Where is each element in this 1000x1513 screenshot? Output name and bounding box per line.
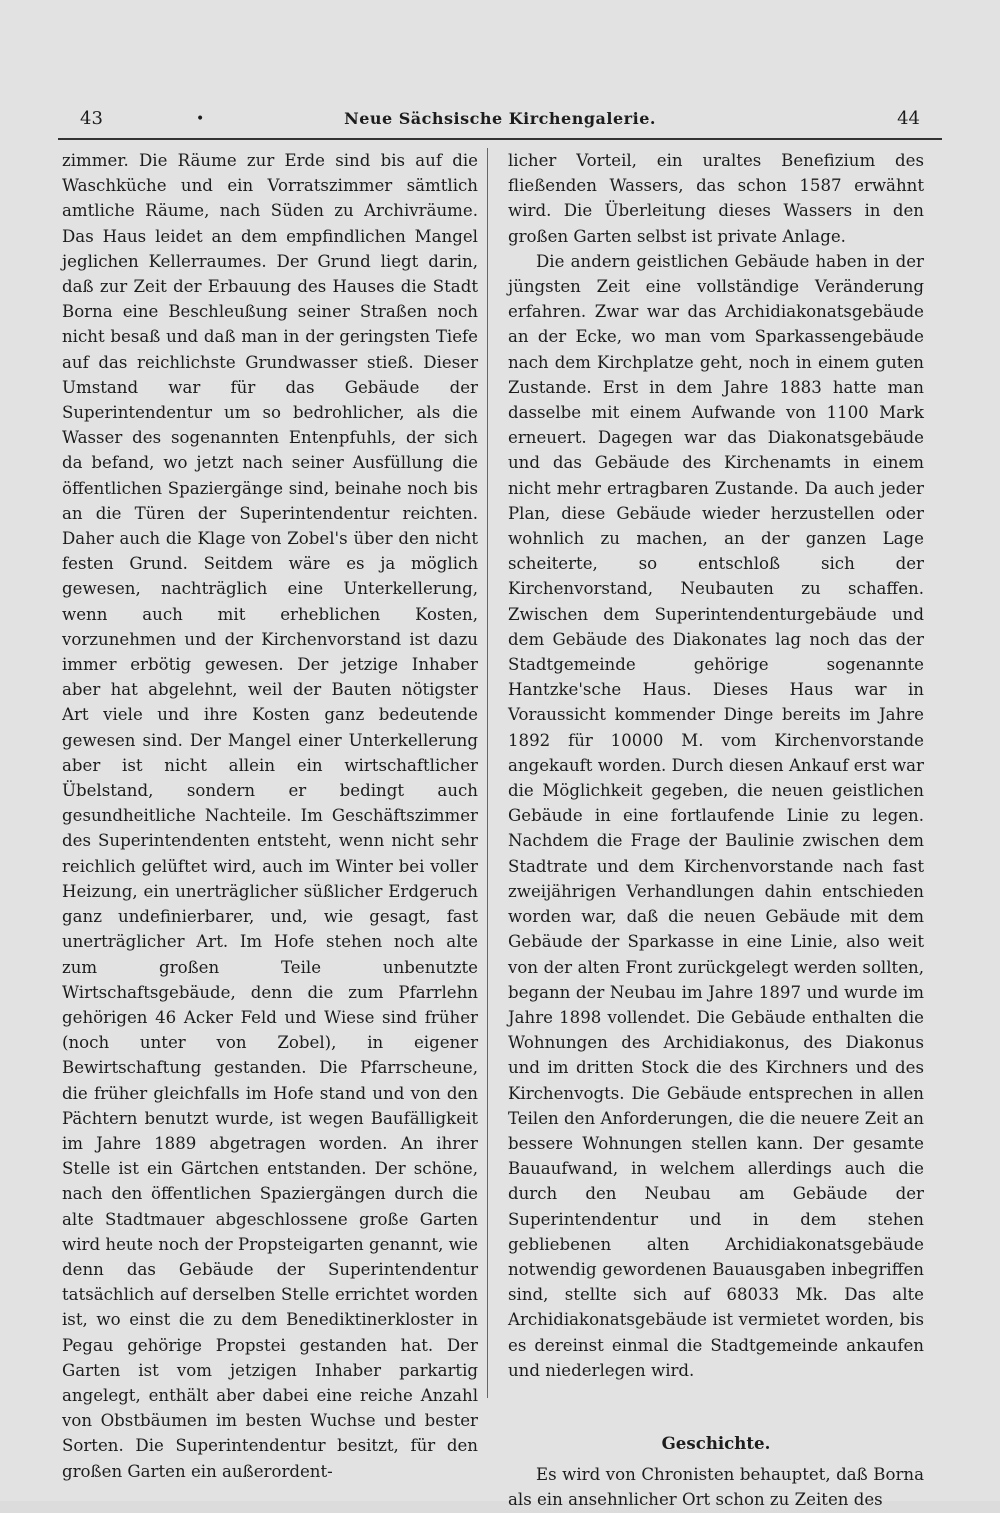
page-header	[58, 104, 942, 140]
paragraph: Es wird von Chronisten behauptet, daß Borna als ein ansehnlicher Ort schon zu Zeiten des	[508, 1465, 924, 1510]
paragraph: zimmer. Die Räume zur Erde sind bis auf die Waschküche und ein Vorratszimmer sämtlich amtliche Räume, nach Süden zu Archivräume. Das Haus leidet an dem empfindlichen Mangel jeglichen Kellerraumes. Der Grund liegt darin, daß zur Zeit der Erbauung des Hauses die Stadt Borna eine Beschleußung seiner Straßen noch nicht besaß und daß man in der geringsten Tiefe auf das reichlichste Grundwasser stieß. Dieser Umstand war für das Gebäude der Superintendentur um so bedrohlicher, als die Wasser des sogenannten Entenpfuhls, der sich da befand, wo jetzt nach seiner Ausfüllung die öffentlichen Spaziergänge sind, beinahe noch bis an die Türen der Superintendentur reichten. Daher auch die Klage von Zobel's über den nicht festen Grund. Seitdem wäre es ja möglich gewesen, nachträglich eine Unterkellerung, wenn auch mit erheblichen Kosten, vorzunehmen und der Kirchenvorstand ist dazu immer erbötig gewesen. Der jetzige Inhaber aber hat abgelehnt, weil der Bauten nötigster Art viele und ihre Kosten ganz bedeutende gewesen sind. Der Mangel einer Unterkellerung aber ist nicht allein ein wirtschaftlicher Übelstand, sondern er bedingt auch gesundheitliche Nachteile. Im Geschäftszimmer des Superintendenten entsteht, wenn nicht sehr reichlich gelüftet wird, auch im Winter bei voller Heizung, ein unerträglicher süßlicher Erdgeruch ganz undefinierbarer, und, wie gesagt, fast unerträglicher Art. Im Hofe stehen noch alte zum großen Teile unbenutzte Wirtschaftsgebäude, denn die zum Pfarrlehn gehörigen 46 Acker Feld und Wiese sind früher (noch unter von Zobel), in eigener Bewirtschaftung gestanden. Die Pfarrscheune, die früher gleichfalls im Hofe stand und von den Pächtern benutzt wurde, ist wegen Baufälligkeit im Jahre 1889 abgetragen worden. An ihrer Stelle ist ein Gärtchen entstanden. Der schöne, nach den öffentlichen Spaziergängen durch die alte Stadtmauer abgeschlossene große Garten wird heute noch der Propsteigarten genannt, wie denn das Gebäude der Superintendentur tatsächlich auf derselben Stelle errichtet worden ist, wo einst die zu dem Benediktinerkloster in Pegau gehörige Propstei gestanden hat. Der Garten ist vom jetzigen Inhaber parkartig angelegt, enthält aber dabei eine reiche Anzahl von Obstbäumen im besten Wuchse und bester Sorten. Die Superintendentur besitzt, für den großen Garten ein außerordent-	[62, 151, 478, 1481]
page-number-right: 44	[897, 108, 920, 129]
header-separator: •	[196, 111, 205, 127]
paragraph: licher Vorteil, ein uraltes Benefizium des fließenden Wassers, das schon 1587 erwähnt wird. Die Überleitung dieses Wassers in den großen Garten selbst ist private Anlage.	[508, 151, 924, 246]
right-column	[508, 148, 924, 1513]
column-divider	[487, 148, 488, 1398]
section-heading: Geschichte.	[661, 1432, 771, 1453]
running-title: Neue Sächsische Kirchengalerie.	[344, 109, 656, 128]
paragraph: Die andern geistlichen Gebäude haben in der jüngsten Zeit eine vollständige Veränderung erfahren. Zwar war das Archidiakonatsgebäude an der Ecke, wo man vom Sparkassengebäude nach dem Kirchplatze geht, noch in einem guten Zustande. Erst in dem Jahre 1883 hatte man dasselbe mit einem Aufwande von 1100 Mark erneuert. Dagegen war das Diakonatsgebäude und das Gebäude des Kirchenamts in einem nicht mehr ertragbaren Zustande. Da auch jeder Plan, diese Gebäude wieder herzustellen oder wohnlich zu machen, an der ganzen Lage scheiterte, so entschloß sich der Kirchenvorstand, Neubauten zu schaffen. Zwischen dem Superintendenturgebäude und dem Gebäude des Diakonates lag noch das der Stadtgemeinde gehörige sogenannte Hantzke'sche Haus. Dieses Haus war in Voraussicht kommender Dinge bereits im Jahre 1892 für 10000 M. vom Kirchenvorstande angekauft worden. Durch diesen Ankauf erst war die Möglichkeit gegeben, die neuen geistlichen Gebäude in eine fortlaufende Linie zu legen. Nachdem die Frage der Baulinie zwischen dem Stadtrate und dem Kirchenvorstande nach fast zweijährigen Verhandlungen dahin entschieden worden war, daß die neuen Gebäude mit dem Gebäude der Sparkasse in eine Linie, also weit von der alten Front zurückgelegt werden sollten, begann der Neubau im Jahre 1897 und wurde im Jahre 1898 vollendet. Die Gebäude enthalten die Wohnungen des Archidiakonus, des Diakonus und im dritten Stock die des Kirchners und des Kirchenvogts. Die Gebäude entsprechen in allen Teilen den Anforderungen, die die neuere Zeit an bessere Wohnungen stellen kann. Der gesamte Bauaufwand, in welchem allerdings auch die durch den Neubau am Gebäude der Superintendentur und in dem stehen gebliebenen alten Archidiakonatsgebäude notwendig gewordenen Bauausgaben inbegriffen sind, stellte sich auf 68033 Mk. Das alte Archidiakonatsgebäude ist vermietet worden, bis es dereinst einmal die Stadtgemeinde ankaufen und niederlegen wird.	[508, 251, 924, 1380]
page-number-left: 43	[80, 108, 103, 129]
left-column	[62, 148, 478, 1484]
